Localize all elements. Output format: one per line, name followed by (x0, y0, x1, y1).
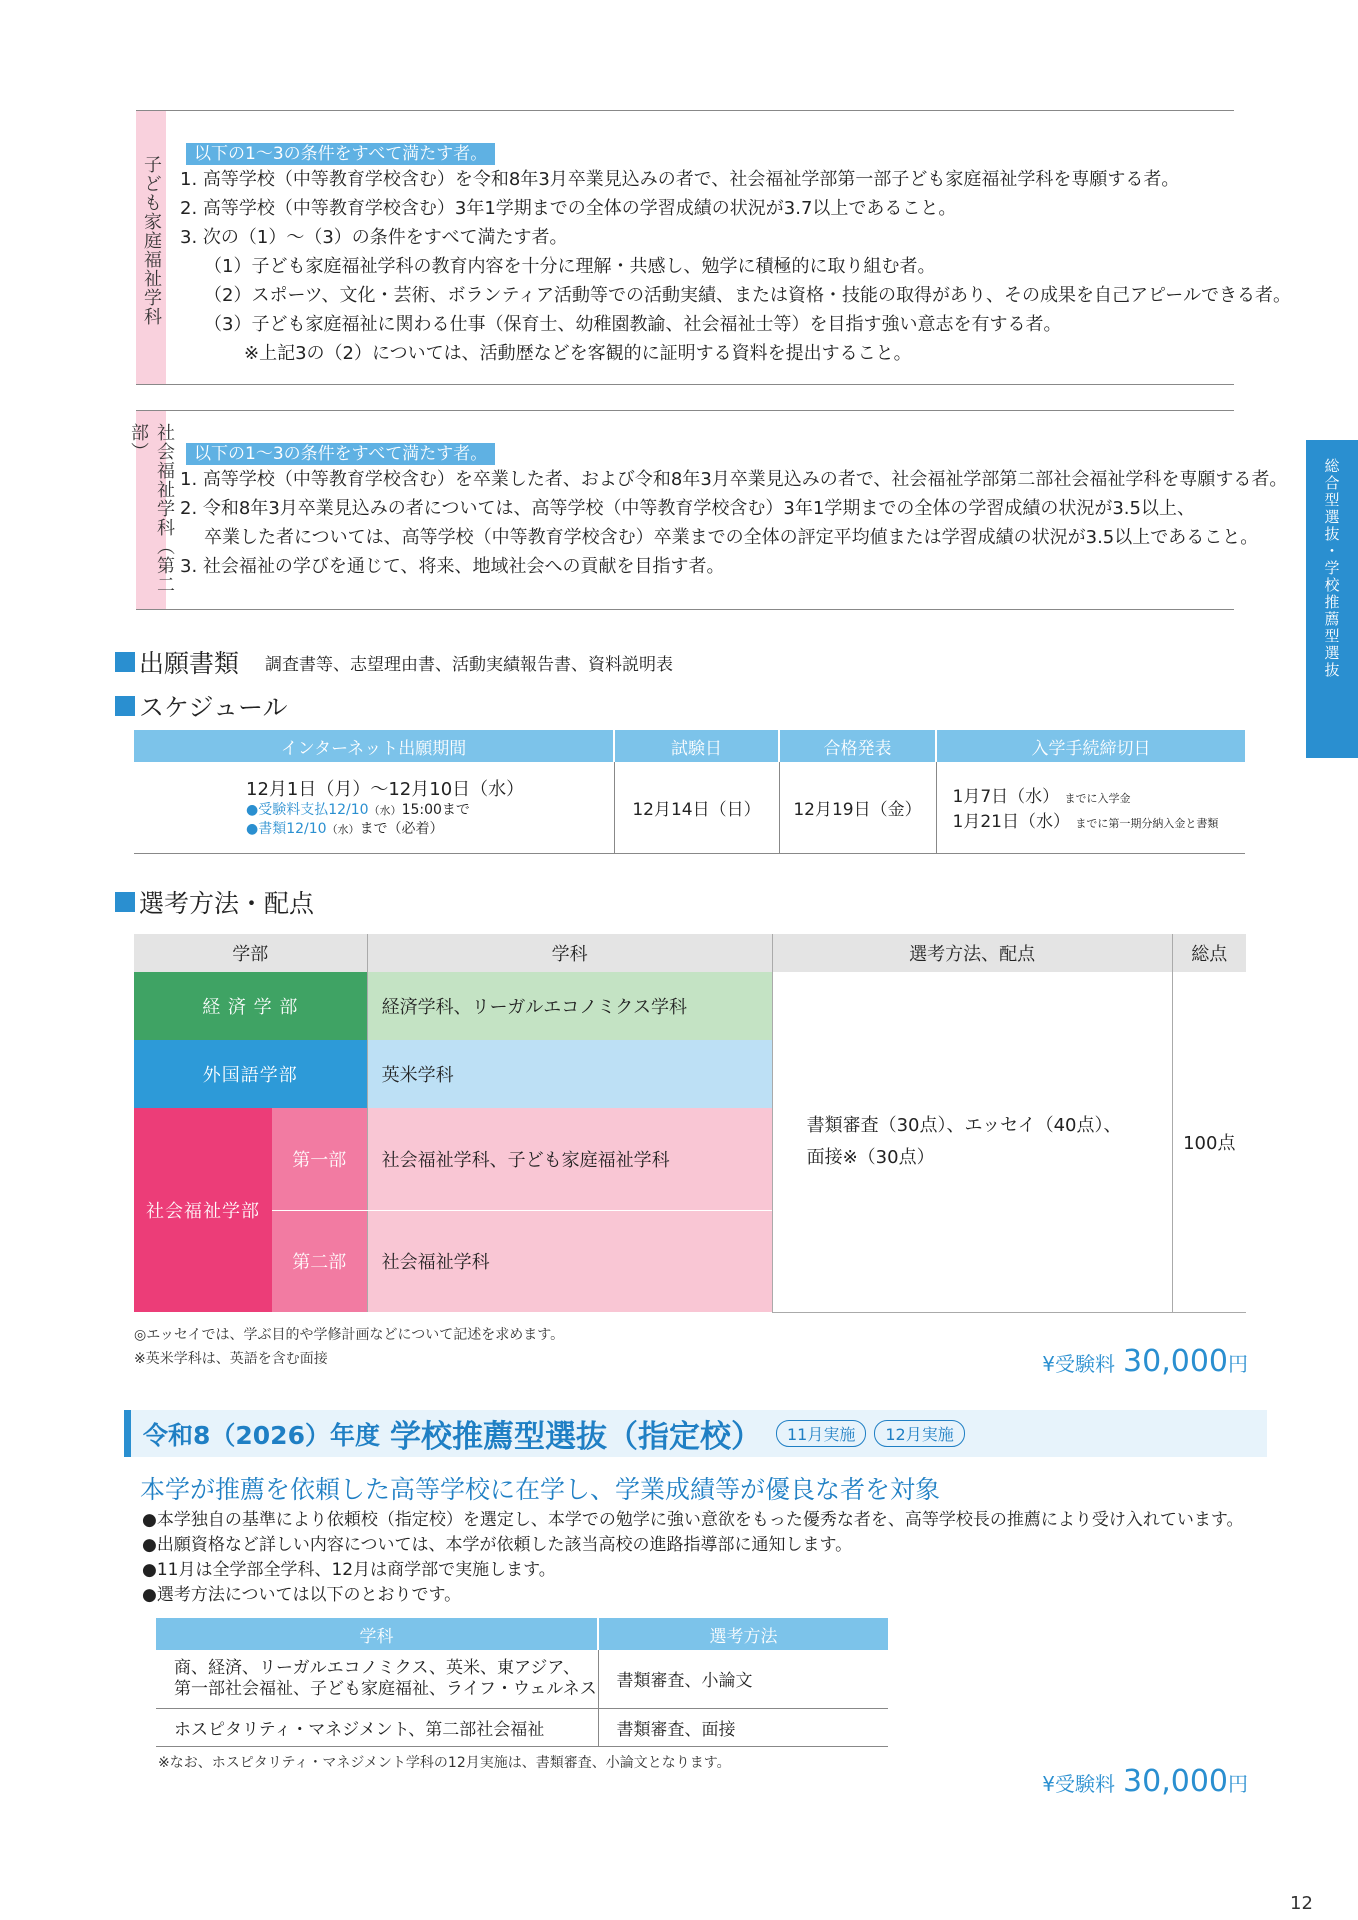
side-tab-label: 総合型選抜・学校推薦型選抜 (1322, 458, 1341, 679)
condition-line: 3. 社会福祉の学びを通じて、将来、地域社会への貢献を目指す者。 (180, 556, 725, 577)
subject-languages: 英米学科 (367, 1040, 772, 1108)
recommendation-lead: 本学が推薦を依頼した高等学校に在学し、学業成績等が優良な者を対象 (140, 1475, 941, 1504)
subject-cell: ホスピタリティ・マネジメント、第二部社会福祉 (156, 1708, 598, 1746)
table-header-row (156, 1618, 888, 1650)
table-header: 合格発表 (779, 730, 936, 762)
table-row (156, 1708, 888, 1746)
table-row (134, 972, 1246, 1040)
dept-foreign-languages: 外国語学部 (134, 1040, 367, 1108)
condition-line: 卒業した者については、高等学校（中等教育学校含む）卒業までの全体の評定平均値または学習成績の状況が3.5以上であること。 (204, 527, 1259, 548)
method-cell: 書類審査、面接 (598, 1708, 888, 1746)
condition-line: （3）子ども家庭福祉に関わる仕事（保育士、幼稚園教諭、社会福祉士等）を目指す強い意志を有する者。 (204, 314, 1062, 335)
period-bullet: ●受験料支払12/10（水）15:00まで (246, 802, 470, 819)
deadline-line: 1月21日（水） までに第一期分納入金と書類 (952, 812, 1219, 833)
table-header: 選考方法 (598, 1618, 888, 1650)
badge-december: 12月実施 (874, 1420, 964, 1447)
table-header: インターネット出願期間 (134, 730, 614, 762)
table-header: 学科 (156, 1618, 598, 1650)
deadline-cell (936, 762, 1245, 853)
docs-text: 調査書等、志望理由書、活動実績報告書、資料説明表 (265, 654, 674, 675)
selection-table (134, 934, 1246, 1313)
exam-date-cell: 12月14日（日） (614, 762, 779, 853)
condition-line: （2）スポーツ、文化・芸術、ボランティア活動等での活動実績、または資格・技能の取得があり、その成果を自己アピールできる者。 (204, 285, 1291, 306)
selection-section (115, 884, 314, 920)
title-main: 学校推薦型選抜（指定校） (389, 1419, 762, 1455)
list-item: ●選考方法については以下のとおりです。 (142, 1585, 462, 1605)
condition-body (180, 443, 1288, 581)
side-tab (1306, 440, 1358, 758)
sub-dept-part1: 第一部 (272, 1108, 367, 1210)
page-number: 12 (1290, 1893, 1313, 1914)
title-accent-bar (124, 1410, 131, 1457)
period-main: 12月1日（月）～12月10日（水） (246, 779, 525, 801)
condition-box-social-welfare-2 (128, 410, 1288, 610)
recommendation-bullets (142, 1508, 1243, 1608)
table-header-row (134, 934, 1246, 972)
table-row (134, 762, 1245, 853)
condition-body (180, 143, 1291, 368)
table-header: 選考方法、配点 (772, 934, 1172, 972)
result-date-cell: 12月19日（金） (779, 762, 936, 853)
table-row (156, 1650, 888, 1708)
deadline-line: 1月7日（水） までに入学金 (952, 787, 1131, 808)
schedule-section (115, 688, 288, 724)
badge-november: 11月実施 (776, 1420, 866, 1447)
condition-heading: 以下の1～3の条件をすべて満たす者。 (186, 143, 495, 165)
condition-line: （1）子ども家庭福祉学科の教育内容を十分に理解・共感し、勉学に積極的に取り組む者。 (204, 256, 936, 277)
subject-welfare-2: 社会福祉学科 (367, 1210, 772, 1312)
table-header: 学部 (134, 934, 367, 972)
application-period-cell (134, 762, 614, 853)
exam-fee: ¥受験料 30,000 円 (1042, 1344, 1248, 1379)
table-header: 学科 (367, 934, 772, 972)
table-header: 試験日 (614, 730, 779, 762)
english-note: ※英米学科は、英語を含む面接 (134, 1351, 328, 1367)
square-icon (115, 652, 135, 672)
dept-social-welfare: 社会福祉学部 (134, 1108, 272, 1312)
period-bullet: ●書類12/10（水）まで（必着） (246, 821, 444, 838)
recommendation-note: ※なお、ホスピタリティ・マネジメント学科の12月実施は、書類審査、小論文となります。 (158, 1755, 731, 1771)
table-header: 総点 (1172, 934, 1246, 972)
essay-note: ◎エッセイでは、学ぶ目的や学修計画などについて記述を求めます。 (134, 1327, 565, 1343)
recommendation-table (156, 1618, 888, 1747)
table-header-row (134, 730, 1245, 762)
list-item: ●11月は全学部全学科、12月は商学部で実施します。 (142, 1560, 556, 1580)
condition-heading: 以下の1～3の条件をすべて満たす者。 (186, 443, 495, 465)
subject-economics: 経済学科、リーガルエコノミクス学科 (367, 972, 772, 1040)
condition-line: 2. 高等学校（中等教育学校含む）3年1学期までの全体の学習成績の状況が3.7以上であること。 (180, 198, 957, 219)
selection-title: 選考方法・配点 (139, 889, 315, 918)
method-cell: 書類審査（30点）、エッセイ（40点）、 面接※（30点） (772, 972, 1172, 1312)
sub-dept-part2: 第二部 (272, 1210, 367, 1312)
docs-title: 出願書類 (139, 649, 240, 678)
square-icon (115, 696, 135, 716)
condition-label: 子ども家庭福祉学科 (136, 111, 166, 384)
condition-line: 1. 高等学校（中等教育学校含む）を令和8年3月卒業見込みの者で、社会福祉学部第一部子ども家庭福祉学科を専願する者。 (180, 169, 1180, 190)
method-cell: 書類審査、小論文 (598, 1650, 888, 1708)
subject-welfare-1: 社会福祉学科、子ども家庭福祉学科 (367, 1108, 772, 1210)
exam-fee: ¥受験料 30,000 円 (1042, 1764, 1248, 1799)
schedule-title: スケジュール (139, 693, 288, 722)
condition-line: 1. 高等学校（中等教育学校含む）を卒業した者、および令和8年3月卒業見込みの者で、社会福祉学部第二部社会福祉学科を専願する者。 (180, 469, 1288, 490)
list-item: ●出願資格など詳しい内容については、本学が依頼した該当高校の進路指導部に通知します。 (142, 1535, 853, 1555)
schedule-table (134, 730, 1245, 854)
condition-box-child-welfare (136, 110, 1291, 385)
condition-line: 3. 次の（1）～（3）の条件をすべて満たす者。 (180, 227, 568, 248)
list-item: ●本学独自の基準により依頼校（指定校）を選定し、本学での勉学に強い意欲をもった優秀な者を、高等学校長の推薦により受け入れています。 (142, 1510, 1244, 1530)
condition-line: 2. 令和8年3月卒業見込みの者については、高等学校（中等教育学校含む）3年1学期までの全体の学習成績の状況が3.5以上、 (180, 498, 1195, 519)
total-cell: 100点 (1172, 972, 1246, 1312)
dept-economics: 経 済 学 部 (134, 972, 367, 1040)
subject-cell: 商、経済、リーガルエコノミクス、英米、東アジア、 第一部社会福祉、子ども家庭福祉、ライフ・ウェルネス (156, 1650, 598, 1708)
square-icon (115, 892, 135, 912)
table-header: 入学手続締切日 (936, 730, 1245, 762)
title-year: 令和8（2026）年度 (143, 1420, 380, 1450)
docs-section (115, 644, 673, 680)
condition-label: 社会福祉学科（第二部） (136, 411, 166, 609)
condition-note: ※上記3の（2）については、活動歴などを客観的に証明する資料を提出すること。 (244, 343, 912, 364)
recommendation-title-bar (124, 1410, 1267, 1457)
